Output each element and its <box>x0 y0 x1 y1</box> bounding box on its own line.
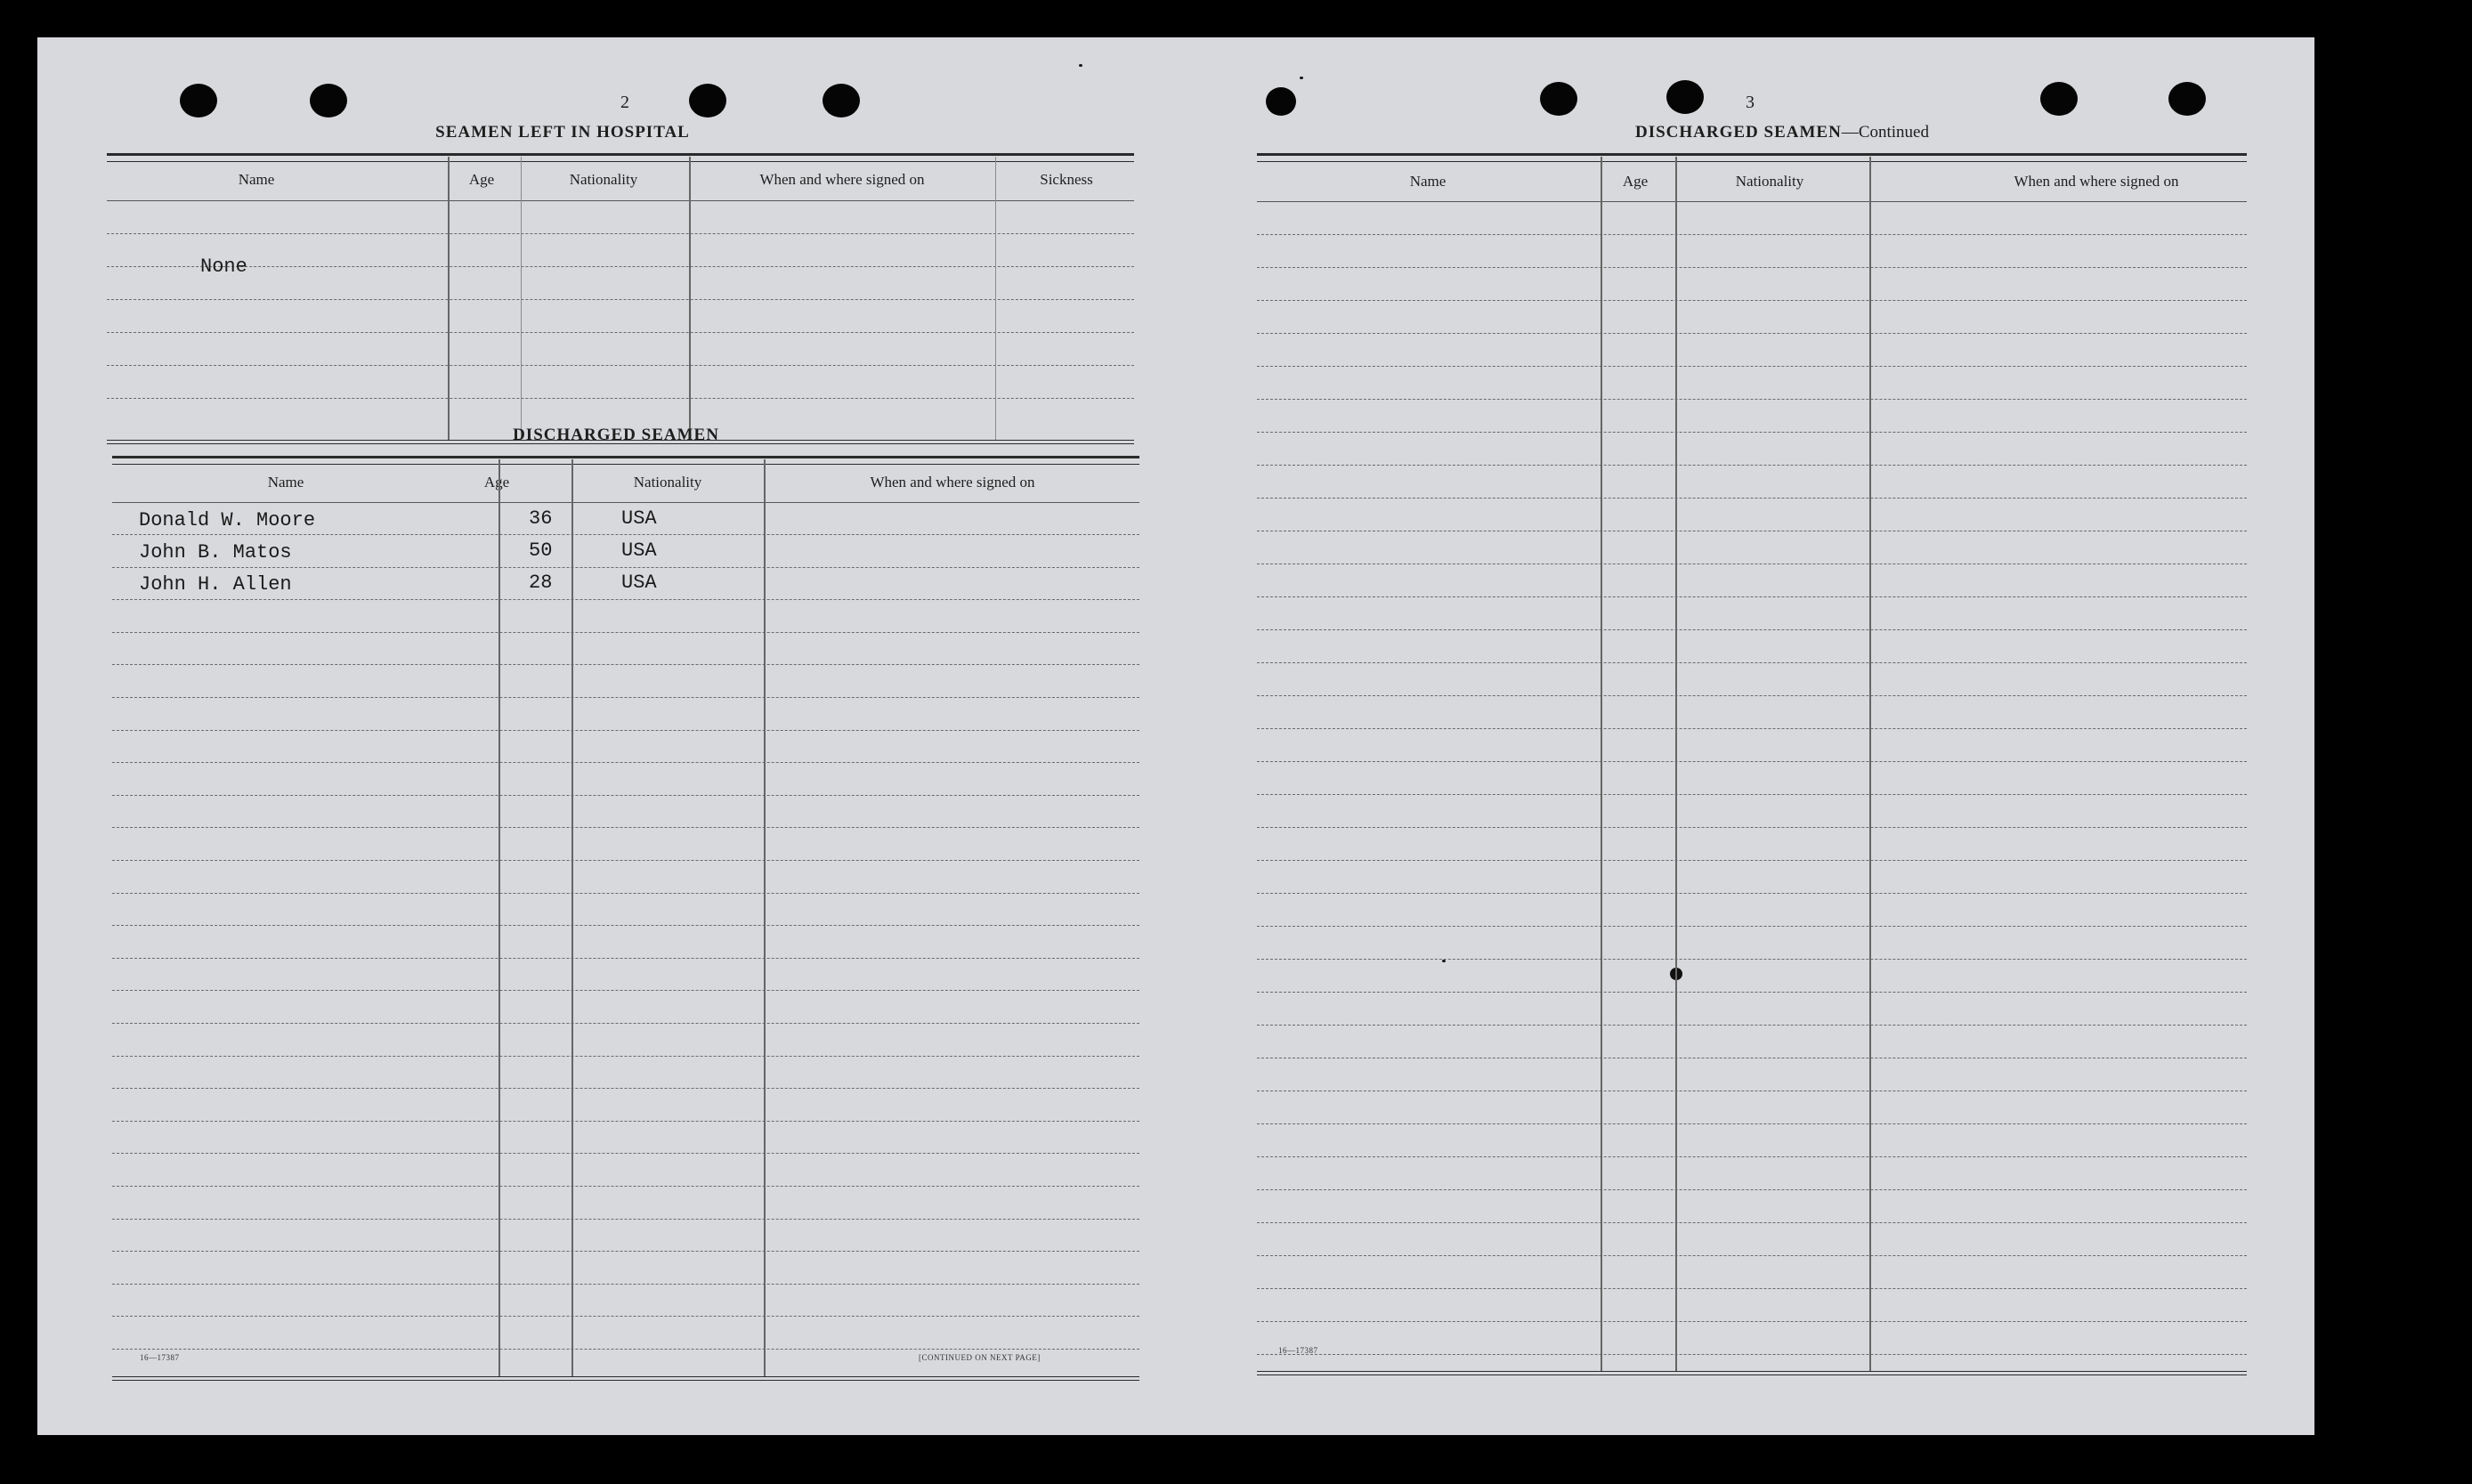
row-rule <box>107 233 1134 234</box>
punch-hole <box>823 84 860 118</box>
hospital-section-title: SEAMEN LEFT IN HOSPITAL <box>435 123 690 142</box>
row-rule <box>1257 366 2247 367</box>
punch-hole <box>2040 82 2078 116</box>
row-rule <box>1257 992 2247 993</box>
column-header-age: Age <box>483 474 510 491</box>
row-rule <box>1257 728 2247 729</box>
table-top-rule <box>112 456 1139 465</box>
punch-hole <box>689 84 726 118</box>
row-rule <box>112 1056 1139 1057</box>
row-rule <box>1257 1123 2247 1124</box>
row-rule <box>1257 629 2247 630</box>
row-rule <box>1257 498 2247 499</box>
column-divider <box>448 157 450 440</box>
seaman-age-cell: 50 <box>529 539 553 562</box>
row-rule <box>1257 1321 2247 1322</box>
table-bottom-rule <box>1257 1371 2247 1375</box>
table-top-rule <box>107 153 1134 162</box>
row-rule <box>112 730 1139 731</box>
continued-section-title <box>1551 123 2014 142</box>
row-rule <box>112 990 1139 991</box>
hospital-table <box>107 153 1134 443</box>
continued-note: [CONTINUED ON NEXT PAGE] <box>919 1353 1041 1362</box>
column-divider <box>764 459 766 1376</box>
row-rule <box>112 860 1139 861</box>
column-header-name: Name <box>267 474 304 491</box>
seaman-nationality-cell: USA <box>621 539 657 562</box>
row-rule <box>1257 959 2247 960</box>
row-rule <box>1257 926 2247 927</box>
row-rule <box>112 1349 1139 1350</box>
row-rule <box>112 534 1139 535</box>
row-rule <box>112 1251 1139 1252</box>
page-number: 2 <box>620 93 629 112</box>
row-rule <box>1257 860 2247 861</box>
row-rule <box>112 599 1139 600</box>
row-rule <box>1257 1288 2247 1289</box>
row-rule <box>112 1219 1139 1220</box>
seaman-name-cell: John H. Allen <box>139 573 292 596</box>
form-number: 16—17387 <box>1278 1346 1318 1355</box>
ink-speck <box>1079 64 1082 67</box>
row-rule <box>1257 761 2247 762</box>
row-rule <box>1257 1255 2247 1256</box>
ink-speck <box>1300 77 1303 79</box>
row-rule <box>112 795 1139 796</box>
column-header-age: Age <box>1622 173 1649 190</box>
row-rule <box>112 925 1139 926</box>
seaman-age-cell: 36 <box>529 507 553 530</box>
seaman-name-cell: Donald W. Moore <box>139 509 316 531</box>
punch-hole <box>2168 82 2206 116</box>
column-header-nationality: Nationality <box>633 474 702 491</box>
header-rule <box>1257 201 2247 202</box>
row-rule <box>1257 662 2247 663</box>
row-rule <box>1257 695 2247 696</box>
column-divider <box>571 459 573 1376</box>
row-rule <box>107 299 1134 300</box>
table-top-rule <box>1257 153 2247 162</box>
row-rule <box>1257 300 2247 301</box>
row-rule <box>1257 1189 2247 1190</box>
punch-hole <box>1540 82 1577 116</box>
row-rule <box>112 1121 1139 1122</box>
column-header-name: Name <box>238 171 275 188</box>
punch-hole <box>310 84 347 118</box>
seaman-nationality-cell: USA <box>621 572 657 594</box>
row-rule <box>1257 432 2247 433</box>
discharged-table <box>112 456 1139 1382</box>
row-rule <box>1257 1025 2247 1026</box>
row-rule <box>1257 794 2247 795</box>
row-rule <box>107 365 1134 366</box>
row-rule <box>112 1023 1139 1024</box>
discharged-section-title: DISCHARGED SEAMEN <box>513 426 719 444</box>
row-rule <box>112 1284 1139 1285</box>
row-rule <box>112 664 1139 665</box>
row-rule <box>1257 234 2247 235</box>
column-header-nationality: Nationality <box>1735 173 1804 190</box>
row-rule <box>112 762 1139 763</box>
column-header-sickness: Sickness <box>1040 171 1093 188</box>
column-divider <box>521 157 522 440</box>
seaman-nationality-cell: USA <box>621 507 657 530</box>
column-divider <box>1675 157 1677 1371</box>
row-rule <box>1257 465 2247 466</box>
row-rule <box>112 1316 1139 1317</box>
column-header-signed-on: When and where signed on <box>870 474 1035 491</box>
punch-hole <box>1666 80 1704 114</box>
seaman-name-cell: John B. Matos <box>139 541 292 564</box>
column-divider <box>995 157 996 440</box>
hospital-name-cell: None <box>200 255 247 278</box>
row-rule <box>112 697 1139 698</box>
column-divider <box>689 157 691 440</box>
header-rule <box>112 502 1139 503</box>
row-rule <box>112 567 1139 568</box>
continued-discharged-table <box>1257 153 2247 1383</box>
row-rule <box>1257 399 2247 400</box>
row-rule <box>1257 1222 2247 1223</box>
row-rule <box>1257 827 2247 828</box>
column-divider <box>498 459 500 1376</box>
column-header-signed-on: When and where signed on <box>2014 173 2179 190</box>
row-rule <box>112 827 1139 828</box>
punch-hole <box>1266 87 1296 116</box>
row-rule <box>112 1186 1139 1187</box>
seaman-age-cell: 28 <box>529 572 553 594</box>
row-rule <box>1257 596 2247 597</box>
row-rule <box>1257 267 2247 268</box>
row-rule <box>112 893 1139 894</box>
form-number: 16—17387 <box>140 1353 180 1362</box>
row-rule <box>1257 333 2247 334</box>
column-header-nationality: Nationality <box>569 171 638 188</box>
row-rule <box>107 266 1134 267</box>
column-header-age: Age <box>468 171 495 188</box>
table-bottom-rule <box>112 1376 1139 1381</box>
column-header-name: Name <box>1409 173 1447 190</box>
row-rule <box>107 398 1134 399</box>
page-number: 3 <box>1746 93 1755 112</box>
row-rule <box>112 632 1139 633</box>
document-sheet <box>37 37 2314 1435</box>
continued-title-main: DISCHARGED SEAMEN <box>1634 123 1842 142</box>
row-rule <box>112 958 1139 959</box>
column-divider <box>1869 157 1871 1371</box>
punch-hole <box>180 84 217 118</box>
row-rule <box>1257 1354 2247 1355</box>
header-rule <box>107 200 1134 201</box>
continued-title-suffix: —Continued <box>1841 123 1929 142</box>
row-rule <box>112 1088 1139 1089</box>
row-rule <box>1257 1156 2247 1157</box>
column-divider <box>1601 157 1602 1371</box>
row-rule <box>1257 893 2247 894</box>
row-rule <box>112 1153 1139 1154</box>
row-rule <box>107 332 1134 333</box>
column-header-signed-on: When and where signed on <box>759 171 925 188</box>
